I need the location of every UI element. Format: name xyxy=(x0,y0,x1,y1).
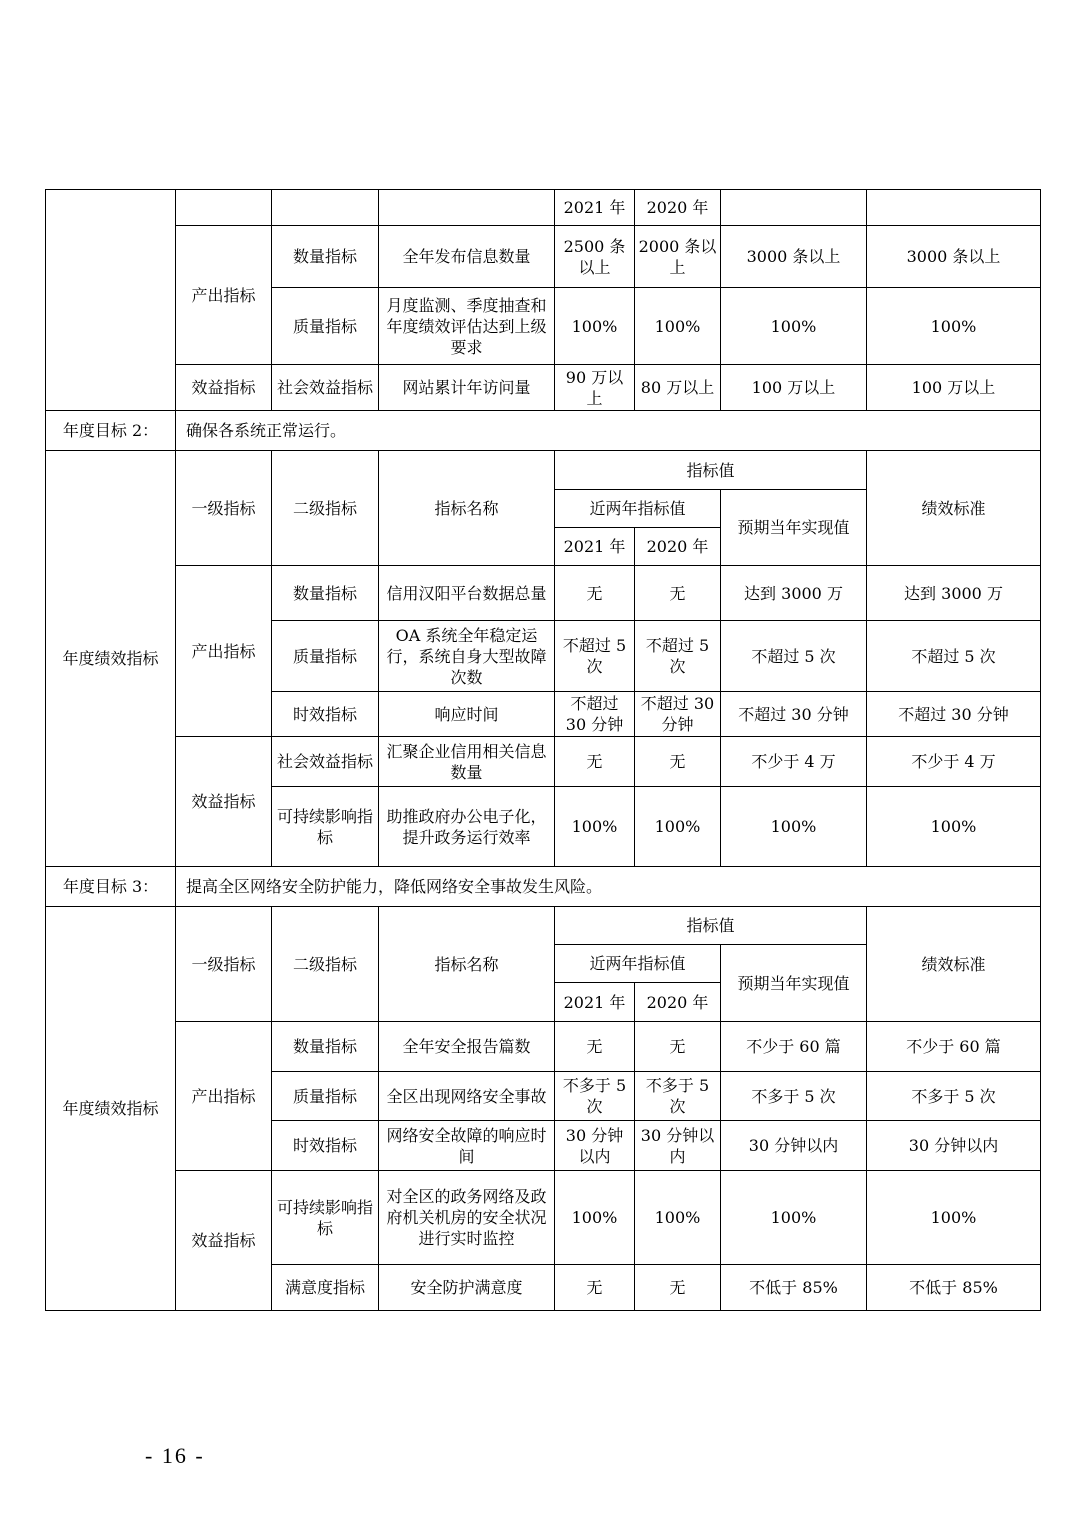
value-2021: 30 分钟以内 xyxy=(555,1121,635,1171)
value-2020: 100% xyxy=(635,787,721,867)
value-2021: 无 xyxy=(555,737,635,787)
header-level1: 一级指标 xyxy=(176,907,272,1022)
header-expected: 预期当年实现值 xyxy=(721,945,867,1022)
expected-value: 30 分钟以内 xyxy=(721,1121,867,1171)
table-row xyxy=(46,365,1041,411)
level1-benefit: 效益指标 xyxy=(176,737,272,867)
level2-quality: 质量指标 xyxy=(272,1072,379,1121)
goal1-label-cell xyxy=(46,190,176,411)
indicator-name: 全年安全报告篇数 xyxy=(379,1022,555,1072)
goal3-label: 年度目标 3： xyxy=(46,867,176,907)
level1-benefit: 效益指标 xyxy=(176,365,272,411)
value-2020: 无 xyxy=(635,566,721,621)
expected-value: 3000 条以上 xyxy=(721,226,867,288)
performance-standard: 不低于 85% xyxy=(867,1265,1041,1311)
value-2021: 100% xyxy=(555,1171,635,1265)
header-recent: 近两年指标值 xyxy=(555,490,721,528)
level1-output: 产出指标 xyxy=(176,566,272,737)
expected-value: 100% xyxy=(721,1171,867,1265)
expected-value: 100% xyxy=(721,787,867,867)
annual-perf-label: 年度绩效指标 xyxy=(46,451,176,867)
indicator-name: 对全区的政务网络及政府机关机房的安全状况进行实时监控 xyxy=(379,1171,555,1265)
header-standard: 绩效标准 xyxy=(867,907,1041,1022)
expected-value: 100 万以上 xyxy=(721,365,867,411)
value-2020: 80 万以上 xyxy=(635,365,721,411)
performance-standard: 30 分钟以内 xyxy=(867,1121,1041,1171)
indicator-name: 助推政府办公电子化，提升政务运行效率 xyxy=(379,787,555,867)
header-name: 指标名称 xyxy=(379,451,555,566)
goal2-text: 确保各系统正常运行。 xyxy=(176,411,1041,451)
goal2-header-row xyxy=(46,451,1041,490)
header-value: 指标值 xyxy=(555,451,867,490)
header-recent: 近两年指标值 xyxy=(555,945,721,983)
performance-standard: 100% xyxy=(867,288,1041,365)
goal3-row xyxy=(46,867,1041,907)
expected-value: 不超过 30 分钟 xyxy=(721,692,867,737)
indicator-name: 全年发布信息数量 xyxy=(379,226,555,288)
performance-standard: 达到 3000 万 xyxy=(867,566,1041,621)
value-2021: 90 万以上 xyxy=(555,365,635,411)
value-2020: 100% xyxy=(635,1171,721,1265)
goal3-header-row xyxy=(46,907,1041,945)
table-row xyxy=(46,1171,1041,1265)
header-level2: 二级指标 xyxy=(272,907,379,1022)
value-2020: 无 xyxy=(635,737,721,787)
expected-value: 不多于 5 次 xyxy=(721,1072,867,1121)
indicator-name: 网站累计年访问量 xyxy=(379,365,555,411)
value-2021: 100% xyxy=(555,787,635,867)
value-2020: 无 xyxy=(635,1265,721,1311)
level1-benefit: 效益指标 xyxy=(176,1171,272,1311)
year-2021-header: 2021 年 xyxy=(555,190,635,226)
annual-perf-label: 年度绩效指标 xyxy=(46,907,176,1311)
level2-social: 社会效益指标 xyxy=(272,737,379,787)
table-row xyxy=(46,737,1041,787)
indicator-name: 信用汉阳平台数据总量 xyxy=(379,566,555,621)
level1-output: 产出指标 xyxy=(176,1022,272,1171)
indicator-name: 月度监测、季度抽查和年度绩效评估达到上级要求 xyxy=(379,288,555,365)
header-level2: 二级指标 xyxy=(272,451,379,566)
expected-value: 100% xyxy=(721,288,867,365)
indicator-name: 全区出现网络安全事故 xyxy=(379,1072,555,1121)
performance-standard: 不超过 30 分钟 xyxy=(867,692,1041,737)
year-2021-header: 2021 年 xyxy=(555,983,635,1022)
table-row xyxy=(46,566,1041,621)
year-2020-header: 2020 年 xyxy=(635,528,721,566)
expected-value: 不少于 60 篇 xyxy=(721,1022,867,1072)
value-2020: 不超过 30 分钟 xyxy=(635,692,721,737)
value-2020: 不多于 5 次 xyxy=(635,1072,721,1121)
level2-quality: 质量指标 xyxy=(272,621,379,692)
value-2021: 无 xyxy=(555,1265,635,1311)
level2-sustain: 可持续影响指标 xyxy=(272,1171,379,1265)
performance-table xyxy=(45,189,1041,1311)
indicator-name: OA 系统全年稳定运行，系统自身大型故障次数 xyxy=(379,621,555,692)
header-level1: 一级指标 xyxy=(176,451,272,566)
value-2021: 无 xyxy=(555,566,635,621)
year-2020-header: 2020 年 xyxy=(635,190,721,226)
value-2021: 不超过 5 次 xyxy=(555,621,635,692)
value-2020: 30 分钟以内 xyxy=(635,1121,721,1171)
level2-satisfaction: 满意度指标 xyxy=(272,1265,379,1311)
level2-quantity: 数量指标 xyxy=(272,566,379,621)
expected-value: 达到 3000 万 xyxy=(721,566,867,621)
expected-value: 不少于 4 万 xyxy=(721,737,867,787)
performance-standard: 3000 条以上 xyxy=(867,226,1041,288)
header-value: 指标值 xyxy=(555,907,867,945)
header-standard: 绩效标准 xyxy=(867,451,1041,566)
level2-sustain: 可持续影响指标 xyxy=(272,787,379,867)
goal2-label: 年度目标 2： xyxy=(46,411,176,451)
year-2020-header: 2020 年 xyxy=(635,983,721,1022)
indicator-name: 汇聚企业信用相关信息数量 xyxy=(379,737,555,787)
page-number: - 16 - xyxy=(145,1443,205,1468)
performance-standard: 100% xyxy=(867,787,1041,867)
header-expected: 预期当年实现值 xyxy=(721,490,867,566)
level2-quantity: 数量指标 xyxy=(272,226,379,288)
expected-value: 不低于 85% xyxy=(721,1265,867,1311)
indicator-name: 响应时间 xyxy=(379,692,555,737)
value-2020: 2000 条以上 xyxy=(635,226,721,288)
level2-timeliness: 时效指标 xyxy=(272,1121,379,1171)
performance-standard: 不多于 5 次 xyxy=(867,1072,1041,1121)
value-2021: 100% xyxy=(555,288,635,365)
table-row xyxy=(46,1022,1041,1072)
value-2020: 不超过 5 次 xyxy=(635,621,721,692)
level1-output: 产出指标 xyxy=(176,226,272,365)
indicator-name: 网络安全故障的响应时间 xyxy=(379,1121,555,1171)
value-2021: 不多于 5 次 xyxy=(555,1072,635,1121)
year-2021-header: 2021 年 xyxy=(555,528,635,566)
level2-quantity: 数量指标 xyxy=(272,1022,379,1072)
header-name: 指标名称 xyxy=(379,907,555,1022)
performance-standard: 100% xyxy=(867,1171,1041,1265)
performance-standard: 不少于 4 万 xyxy=(867,737,1041,787)
value-2021: 2500 条以上 xyxy=(555,226,635,288)
performance-standard: 不超过 5 次 xyxy=(867,621,1041,692)
goal1-year-header-row xyxy=(46,190,1041,226)
level2-timeliness: 时效指标 xyxy=(272,692,379,737)
performance-standard: 不少于 60 篇 xyxy=(867,1022,1041,1072)
value-2020: 无 xyxy=(635,1022,721,1072)
performance-standard: 100 万以上 xyxy=(867,365,1041,411)
table-row xyxy=(46,226,1041,288)
level2-social: 社会效益指标 xyxy=(272,365,379,411)
value-2021: 不超过 30 分钟 xyxy=(555,692,635,737)
level2-quality: 质量指标 xyxy=(272,288,379,365)
goal2-row xyxy=(46,411,1041,451)
goal3-text: 提高全区网络安全防护能力，降低网络安全事故发生风险。 xyxy=(176,867,1041,907)
indicator-name: 安全防护满意度 xyxy=(379,1265,555,1311)
value-2020: 100% xyxy=(635,288,721,365)
expected-value: 不超过 5 次 xyxy=(721,621,867,692)
value-2021: 无 xyxy=(555,1022,635,1072)
